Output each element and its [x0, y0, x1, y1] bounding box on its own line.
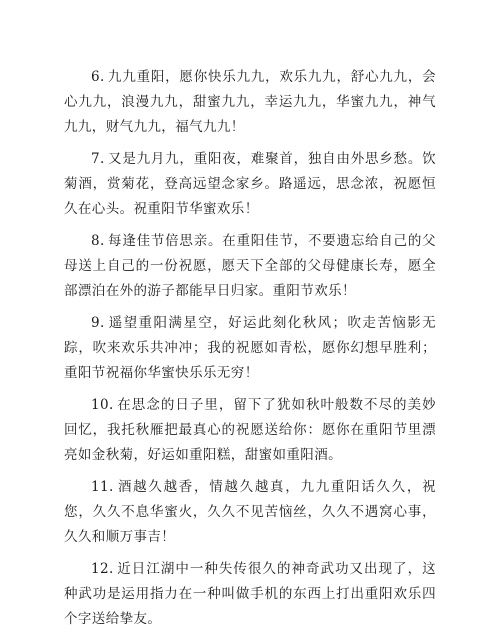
- paragraph-text: 在思念的日子里，留下了犹如秋叶般数不尽的美妙回忆，我托秋雁把最真心的祝愿送给你：愿你在重阳节里漂亮如金秋菊，好运如重阳糕，甜蜜如重阳酒。: [64, 397, 436, 463]
- paragraph-number: 7.: [91, 151, 105, 167]
- paragraph-text: 酒越久越香，情越久越真，九九重阳话久久，祝您，久久不息华蜜火，久久不见苦恼丝，久久不遇窝心事，久久和顺万事吉！: [64, 479, 436, 545]
- paragraph-text: 遥望重阳满星空，好运此刻化秋风；吹走苦恼影无踪，吹来欢乐共冲冲；我的祝愿如青松，愿你幻想早胜利；重阳节祝福你华蜜快乐乐无穷！: [64, 315, 436, 381]
- paragraph-number: 12.: [91, 561, 114, 577]
- paragraph-6: [64, 65, 436, 140]
- paragraph-12: [64, 557, 436, 632]
- paragraph-text: 每逢佳节倍思亲。在重阳佳节，不要遗忘给自己的父母送上自己的一份祝愿，愿天下全部的父母健康长寿，愿全部漂泊在外的游子都能早日归家。重阳节欢乐！: [64, 233, 436, 299]
- paragraph-9: [64, 311, 436, 386]
- paragraph-8: [64, 229, 436, 304]
- paragraph-number: 9.: [91, 315, 105, 331]
- paragraph-text: 又是九月九，重阳夜，难聚首，独自由外思乡愁。饮菊酒，赏菊花，登高远望念家乡。路遥远，思念浓，祝愿恒久在心头。祝重阳节华蜜欢乐！: [64, 151, 436, 217]
- paragraph-number: 10.: [91, 397, 114, 413]
- paragraph-text: 九九重阳，愿你快乐九九，欢乐九九，舒心九九，会心九九，浪漫九九，甜蜜九九，幸运九九，华蜜九九，神气九九，财气九九，福气九九！: [64, 69, 436, 135]
- paragraph-10: [64, 393, 436, 468]
- paragraph-number: 11.: [91, 479, 114, 495]
- paragraph-7: [64, 147, 436, 222]
- paragraph-number: 8.: [91, 233, 105, 249]
- paragraph-text: 近日江湖中一种失传很久的神奇武功又出现了，这种武功是运用指力在一种叫做手机的东西上打出重阳欢乐四个字送给挚友。: [64, 561, 436, 627]
- paragraph-11: [64, 475, 436, 550]
- paragraph-number: 6.: [91, 69, 105, 85]
